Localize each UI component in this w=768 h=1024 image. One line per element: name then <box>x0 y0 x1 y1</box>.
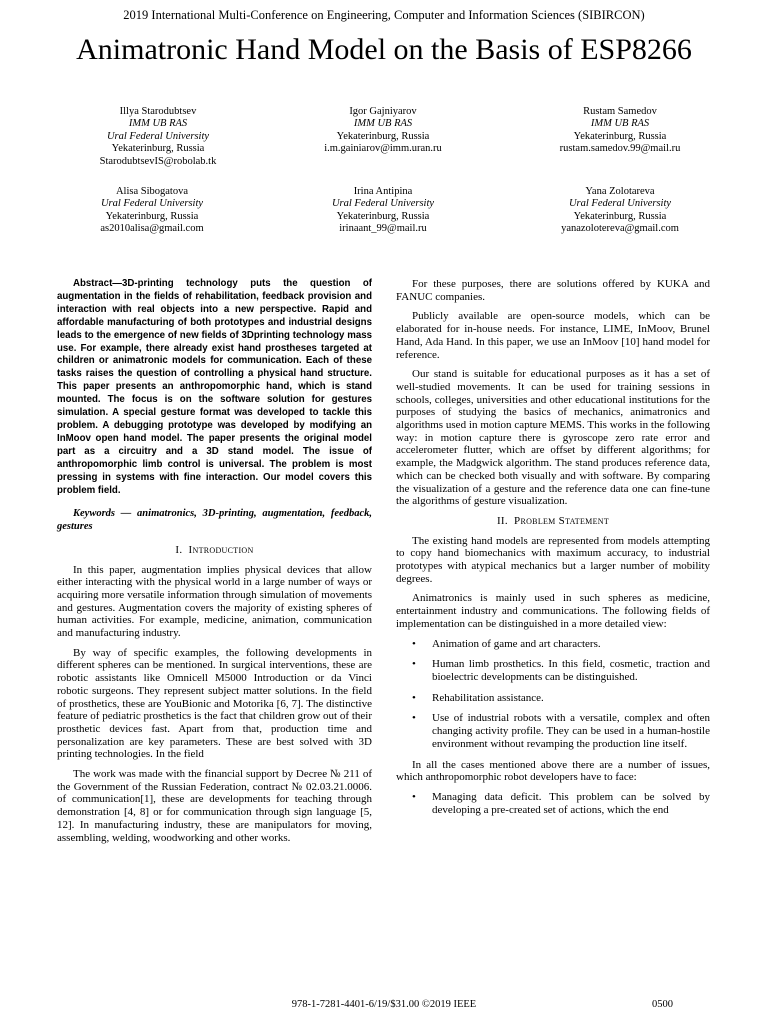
right-column <box>396 278 710 824</box>
author-email: as2010alisa@gmail.com <box>100 223 204 235</box>
bullet-icon: • <box>412 712 416 725</box>
author-name: Alisa Sibogatova <box>115 186 189 197</box>
list-item <box>396 712 710 750</box>
author-city: Yekaterinburg, Russia <box>105 210 199 222</box>
section-number: I. <box>175 543 183 556</box>
body-paragraph: In all the cases mentioned above there are a number of issues, which anthropomorphic robot developers have to face: <box>396 758 710 784</box>
body-paragraph: Publicly available are open-source models, which can be elaborated for in-house needs. For instance, LIME, InMoov, Brunel Hand, Ada Hand. In this paper, we use an InMoov [10] hand model for reference. <box>396 310 710 361</box>
list-item <box>396 658 710 683</box>
author-city: Yekaterinburg, Russia <box>111 143 205 155</box>
author-email: irinaant_99@mail.ru <box>339 223 427 235</box>
author-name: Rustam Samedov <box>583 106 657 117</box>
bullet-icon: • <box>412 658 416 671</box>
list-item-text: Animation of game and art characters. <box>432 637 601 650</box>
author-block <box>42 186 262 236</box>
author-email: rustam.samedov.99@mail.ru <box>559 143 681 155</box>
author-city: Yekaterinburg, Russia <box>336 210 430 222</box>
section-number: II. <box>496 514 508 527</box>
author-affiliation: Ural Federal University <box>331 198 435 210</box>
author-email: StarodubtsevIS@robolab.tk <box>99 155 217 167</box>
list-item-text: Human limb prosthetics. In this field, cosmetic, traction and bioelectric developments can be distinguished. <box>432 658 710 683</box>
body-paragraph: By way of specific examples, the following developments in different spheres can be mentioned. In surgical interventions, these are robotic assistants like Omnicell M5000 Introduction or da Vinci robotic surgeons. They represent subject matter solutions. In the field of prosthetics, these are YouBionic and Motorika [6, 7]. The distinctive feature of pediatric prosthetics is the fact that children grow out of their prosthetic devices fast. Apart from that, production time and personalization are key parameters. These are best solved with 3D printing technologies. In the field <box>57 646 372 761</box>
section-heading-introduction <box>57 544 372 557</box>
author-city: Yekaterinburg, Russia <box>573 130 667 142</box>
bullet-icon: • <box>412 637 416 650</box>
list-item-text: Rehabilitation assistance. <box>432 691 544 704</box>
author-block <box>273 186 493 236</box>
author-city: Yekaterinburg, Russia <box>336 130 430 142</box>
body-paragraph: The work was made with the financial support by Decree № 211 of the Government of the Russian Federation, contract № 02.03.21.0006. of communication[1], these are developments for teaching through demonstration [4, 8] or for communication through sign language [5, 12]. In manufacturing industry, these are manipulators for moving, assembling, welding, woodworking and other works. <box>57 768 372 844</box>
body-paragraph: The existing hand models are represented from models attempting to copy hand biomechanics with maximum accuracy, to industrial prototypes with atypical mechanics but a larger number of mobility degrees. <box>396 534 710 585</box>
author-email: yanazolotereva@gmail.com <box>561 223 679 235</box>
left-column <box>57 278 372 851</box>
author-affiliation: Ural Federal University <box>106 130 210 142</box>
author-affiliation: IMM UB RAS <box>128 118 188 130</box>
author-email: i.m.gainiarov@imm.uran.ru <box>324 143 442 155</box>
body-paragraph: Animatronics is mainly used in such spheres as medicine, entertainment industry and communications. The following fields of implementation can be distinguished in a more detailed view: <box>396 592 710 630</box>
section-title: Problem Statement <box>514 514 610 527</box>
bullet-icon: • <box>412 691 416 704</box>
conference-header: 2019 International Multi-Conference on Engineering, Computer and Information Sciences (SIBIRCON) <box>123 8 645 22</box>
body-paragraph: In this paper, augmentation implies physical devices that allow either interacting with the physical world in a large number of ways or acquiring more versatile information through simulation of movements and gestures. Augmentation covers the majority of existing spheres of human activities. For example, medicine, animation, communication and manufacturing industry. <box>57 563 372 640</box>
author-block <box>510 186 730 236</box>
bullet-icon: • <box>412 790 416 803</box>
body-paragraph: Our stand is suitable for educational purposes as it has a set of well-studied movements. It can be used for training sessions in schools, colleges, universities and other educational institutions for the purposes of studying the basics of mechanics, animatronics and algorithms used in motion capture MEMS. This works in the following way: in motion capture there is gyroscope zero rate error and accelerometer flutter, which are offset by different algorithms; for example, the Madgwick algorithm. The stand produces reference data, which can be checked both visually and with software. By comparing the visualization of a gesture and the reference data one can fine-tune the algorithms of gesture visualization. <box>396 368 710 508</box>
author-affiliation: IMM UB RAS <box>353 118 413 130</box>
section-title: Introduction <box>188 543 254 556</box>
list-item <box>396 692 710 705</box>
author-block <box>273 106 493 156</box>
page-number: 0500 <box>652 999 673 1010</box>
keywords: Keywords — animatronics, 3D-printing, augmentation, feedback, gestures <box>57 508 372 533</box>
abstract: Abstract—3D-printing technology puts the question of augmentation in the fields of rehabilitation, feedback provision and interaction with real objects into a new perspective. Rapid and affordable manufacturing of both prototypes and industrial designs leads to the emergence of new fields of 3Dprinting technology mass use. For example, there already exist hand prostheses targeted at children or animatronic models for communication. Each of these tasks raises the question of controlling a physical hand structure. This paper presents an anthropomorphic hand, which is stand mounted. The focus is on the software solution for gestures simulation. A special gesture format was developed to tackle this problem. A debugging prototype was developed by modifying an InMoov open hand model. The paper presents the original model part as a circuitry and a 3D stand model. The issue of anthropomorphic limb control is universal. The problem is most pressing in systems with fine interaction. Our model covers this problem field. <box>57 278 372 496</box>
author-block <box>48 106 268 168</box>
bullet-list <box>396 791 710 816</box>
author-name: Yana Zolotareva <box>585 186 655 197</box>
author-affiliation: Ural Federal University <box>568 198 672 210</box>
section-heading-problem-statement <box>396 515 710 528</box>
author-affiliation: IMM UB RAS <box>590 118 650 130</box>
list-item-text: Use of industrial robots with a versatile, complex and often changing activity profile. They can be used in a human-hostile environment without revamping the production line itself. <box>432 712 710 750</box>
list-item <box>396 791 710 816</box>
author-name: Illya Starodubtsev <box>119 106 197 117</box>
body-paragraph: For these purposes, there are solutions offered by KUKA and FANUC companies. <box>396 278 710 303</box>
list-item <box>396 638 710 651</box>
list-item-text: Managing data deficit. This problem can be solved by developing a pre-created set of actions, which the end <box>432 790 710 816</box>
footer-isbn: 978-1-7281-4401-6/19/$31.00 ©2019 IEEE <box>291 999 477 1010</box>
author-name: Irina Antipina <box>353 186 413 197</box>
author-affiliation: Ural Federal University <box>100 198 204 210</box>
author-block <box>510 106 730 156</box>
author-name: Igor Gajniyarov <box>349 106 417 117</box>
paper-title: Animatronic Hand Model on the Basis of ESP8266 <box>76 33 692 66</box>
author-city: Yekaterinburg, Russia <box>573 210 667 222</box>
bullet-list <box>396 638 710 751</box>
